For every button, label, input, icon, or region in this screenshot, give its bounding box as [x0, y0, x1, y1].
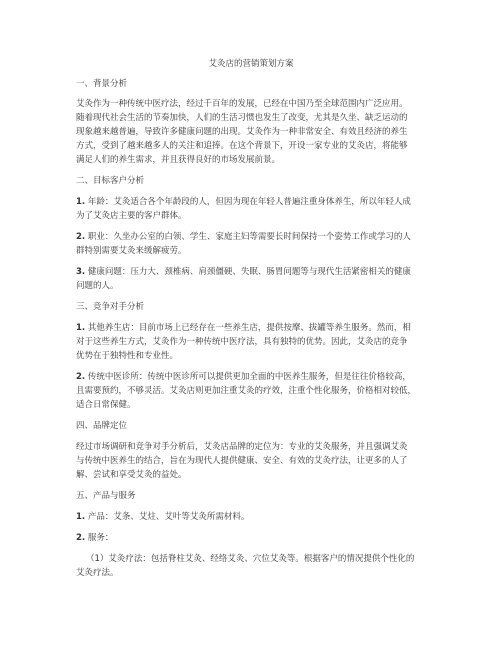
body-line: 适合日常保健。: [76, 400, 136, 410]
list-item-number: 2.: [76, 232, 86, 242]
list-item-line: 2. 职业：久坐办公室的白领、学生、家庭主妇等需要长时间保持一个姿势工作或学习的人: [76, 232, 411, 242]
sub-item-line: （1）艾灸疗法：包括脊柱艾灸、经络艾灸、穴位艾灸等。根据客户的情况提供个性化的: [86, 554, 415, 564]
body-line: 为了艾灸店主要的客户群体。: [76, 211, 187, 221]
section-heading-background: 一、背景分析: [76, 79, 128, 89]
body-line: 满足人们的养生需求，并且获得良好的市场发展前景。: [76, 155, 281, 165]
list-item-line: 1. 年龄：艾灸适合各个年龄段的人，但因为现在年轻人普遍注重身体养生，所以年轻人成: [76, 197, 411, 207]
document-title: 艾灸店的营销策划方案: [208, 59, 294, 69]
body-line: 问题的人。: [76, 281, 119, 291]
list-item-number: 1.: [76, 197, 86, 207]
list-item-line: 1. 产品：艾条、艾炷、艾叶等艾灸所需材料。: [76, 512, 250, 522]
list-item-line: 1. 其他养生店：目前市场上已经存在一些养生店，提供按摩、拔罐等养生服务。然而，相: [76, 323, 411, 333]
section-heading-brand-positioning: 四、品牌定位: [76, 421, 128, 431]
body-line: 现象越来越普遍，导致许多健康问题的出现。艾灸作为一种非常安全、有效且经济的养生: [76, 127, 408, 137]
list-item-line: 3. 健康问题：压力大、颈椎病、肩颈僵硬、失眠、肠胃问题等与现代生活紧密相关的健康: [76, 267, 411, 277]
body-line: 经过市场调研和竞争对手分析后，艾灸店品牌的定位为：专业的艾灸服务，并且强调艾灸: [76, 442, 408, 452]
body-line: 优势在于独特性和专业性。: [76, 351, 179, 361]
section-heading-products-services: 五、产品与服务: [76, 491, 136, 501]
body-line: 解、尝试和享受艾灸的益处。: [76, 470, 187, 480]
list-item-line: 2. 传统中医诊所：传统中医诊所可以提供更加全面的中医养生服务，但是往往价格较高，: [76, 372, 411, 382]
body-line: 艾灸疗法。: [76, 568, 119, 578]
body-line: 对于这些养生方式，艾灸作为一种传统中医疗法，具有独特的优势。因此，艾灸店的竞争: [76, 337, 408, 347]
section-heading-competitors: 三、竞争对手分析: [76, 302, 145, 312]
body-line: 方式，受到了越来越多人的关注和追捧。在这个背景下，开设一家专业的艾灸店，将能够: [76, 141, 408, 151]
list-item-number: 1.: [76, 512, 86, 522]
body-line: 随着现代社会生活的节奏加快，人们的生活习惯也发生了改变，尤其是久坐、缺乏运动的: [76, 113, 408, 123]
body-line: 艾灸作为一种传统中医疗法，经过千百年的发展，已经在中国乃至全球范围内广泛应用。: [76, 99, 408, 109]
list-item-number: 3.: [76, 267, 86, 277]
section-heading-target-customers: 二、目标客户分析: [76, 176, 145, 186]
list-item-number: 1.: [76, 323, 86, 333]
body-line: 与传统中医养生的结合，旨在为现代人提供健康、安全、有效的艾灸疗法，让更多的人了: [76, 456, 408, 466]
body-line: 且需要预约，不够灵活。艾灸店则更加注重艾灸的疗效，注重个性化服务，价格相对较低，: [76, 386, 417, 396]
list-item-number: 2.: [76, 372, 86, 382]
list-item-line: 2. 服务：: [76, 533, 114, 543]
list-item-number: 2.: [76, 533, 86, 543]
body-line: 群特别需要艾灸来缓解疲劳。: [76, 246, 187, 256]
